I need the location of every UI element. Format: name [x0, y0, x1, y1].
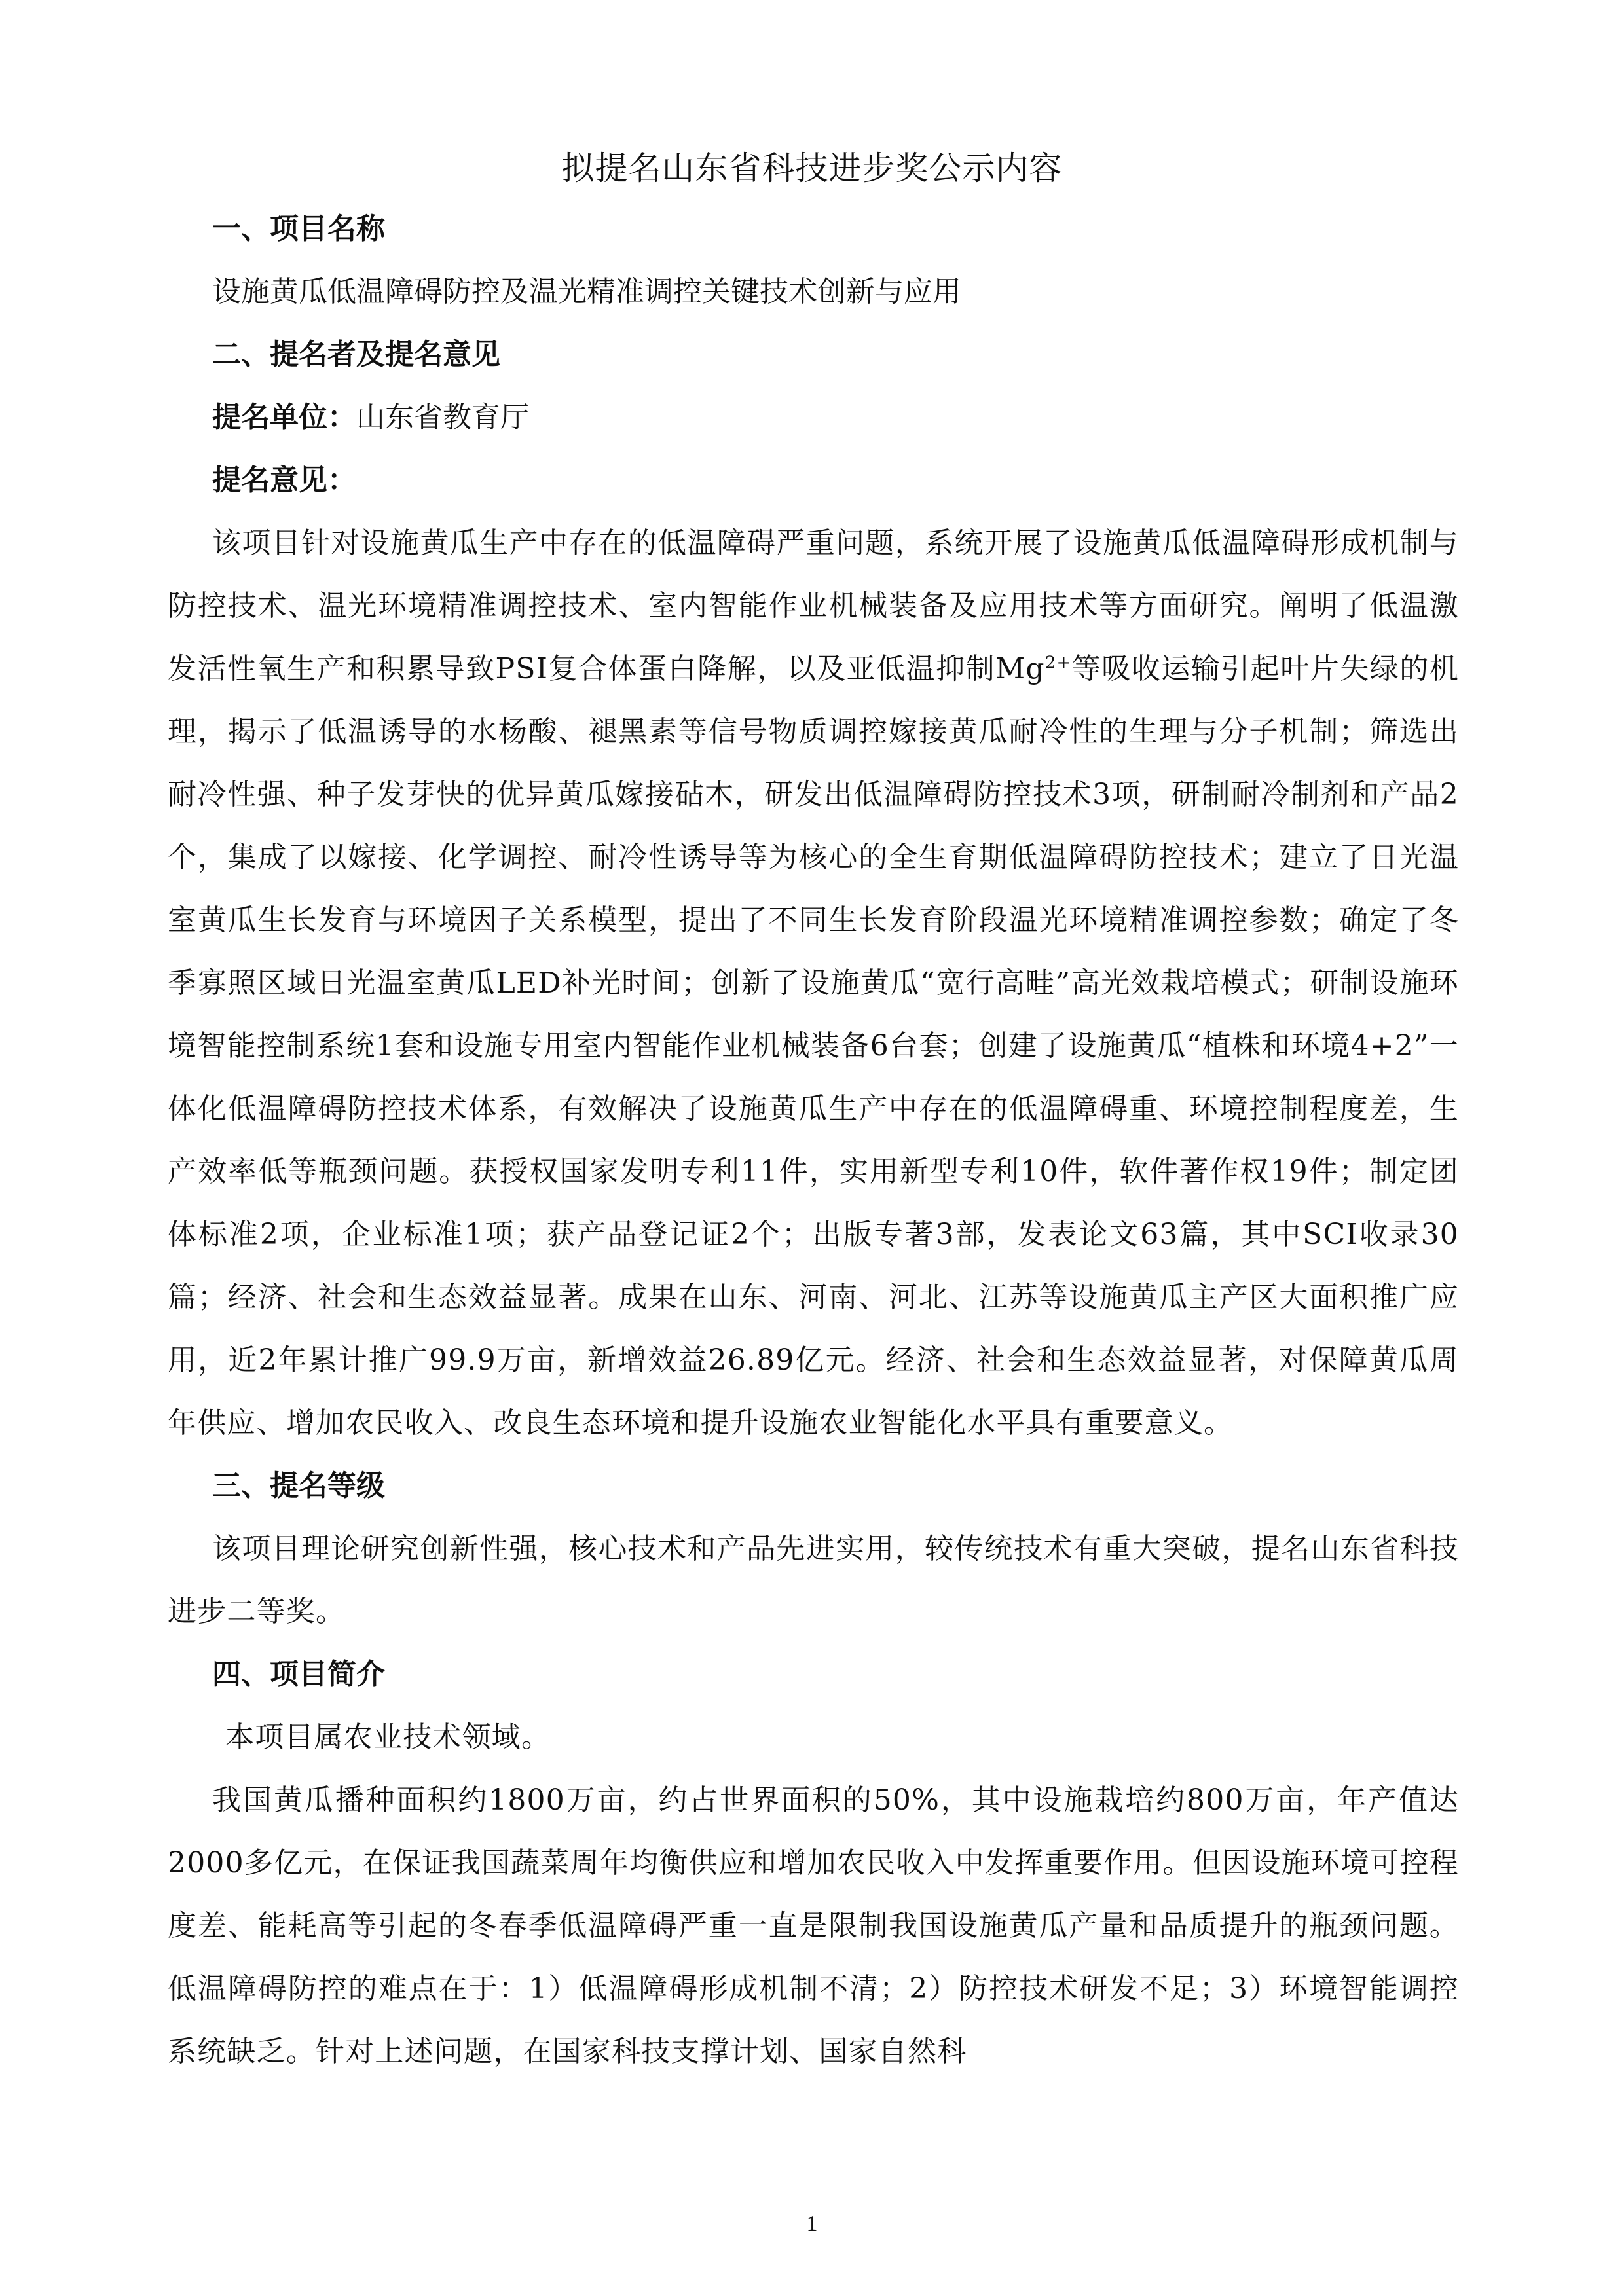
nominating-unit-label: 提名单位： — [212, 401, 356, 434]
page-number: 1 — [806, 2212, 818, 2236]
document-body — [168, 198, 1459, 2083]
section-heading-project-name: 一、项目名称 — [212, 212, 385, 246]
nominating-unit-line — [168, 386, 1459, 449]
nomination-opinion-text — [168, 512, 1459, 1455]
nomination-opinion-label: 提名意见： — [212, 464, 356, 497]
project-field-text: 本项目属农业技术领域。 — [225, 1721, 551, 1754]
section-heading-nominator: 二、提名者及提名意见 — [212, 338, 500, 371]
nominating-unit-value: 山东省教育厅 — [356, 401, 529, 434]
document-title: 拟提名山东省科技进步奖公示内容 — [561, 149, 1063, 187]
section-heading-project-summary: 四、项目简介 — [212, 1658, 385, 1691]
nomination-level-text: 该项目理论研究创新性强，核心技术和产品先进实用，较传统技术有重大突破，提名山东省科技进步二等奖。 — [168, 1532, 1459, 1628]
superscript-charge: 2+ — [1044, 653, 1072, 673]
nomination-opinion-part1: 该项目针对设施黄瓜生产中存在的低温障碍严重问题，系统开展了设施黄瓜低温障碍形成机制与防控技术、温光环境精准调控技术、室内智能作业机械装备及应用技术等方面研究。阐明了低温激发活性氧生产和积累导致PSI复合体蛋白降解，以及亚低温抑制Mg — [168, 526, 1459, 685]
project-summary-text: 我国黄瓜播种面积约1800万亩，约占世界面积的50%，其中设施栽培约800万亩，年产值达2000多亿元，在保证我国蔬菜周年均衡供应和增加农民收入中发挥重要作用。但因设施环境可控程度差、能耗高等引起的冬春季低温障碍严重一直是限制我国设施黄瓜产量和品质提升的瓶颈问题。低温障碍防控的难点在于：1）低温障碍形成机制不清；2）防控技术研发不足；3）环境智能调控系统缺乏。针对上述问题，在国家科技支撑计划、国家自然科 — [168, 1783, 1459, 2068]
section-heading-nomination-level: 三、提名等级 — [212, 1469, 385, 1503]
nomination-opinion-part2: 等吸收运输引起叶片失绿的机理，揭示了低温诱导的水杨酸、褪黑素等信号物质调控嫁接黄瓜耐冷性的生理与分子机制；筛选出耐冷性强、种子发芽快的优异黄瓜嫁接砧木，研发出低温障碍防控技术3项，研制耐冷制剂和产品2个，集成了以嫁接、化学调控、耐冷性诱导等为核心的全生育期低温障碍防控技术；建立了日光温室黄瓜生长发育与环境因子关系模型，提出了不同生长发育阶段温光环境精准调控参数；确定了冬季寡照区域日光温室黄瓜LED补光时间；创新了设施黄瓜“宽行高畦”高光效栽培模式；研制设施环境智能控制系统1套和设施专用室内智能作业机械装备6台套；创建了设施黄瓜“植株和环境4+2”一体化低温障碍防控技术体系，有效解决了设施黄瓜生产中存在的低温障碍重、环境控制程度差，生产效率低等瓶颈问题。获授权国家发明专利11件，实用新型专利10件，软件著作权19件；制定团体标准2项，企业标准1项；获产品登记证2个；出版专著3部，发表论文63篇，其中SCI收录30篇；经济、社会和生态效益显著。成果在山东、河南、河北、江苏等设施黄瓜主产区大面积推广应用，近2年累计推广99.9万亩，新增效益26.89亿元。经济、社会和生态效益显著，对保障黄瓜周年供应、增加农民收入、改良生态环境和提升设施农业智能化水平具有重要意义。 — [168, 652, 1460, 1440]
project-name-text: 设施黄瓜低温障碍防控及温光精准调控关键技术创新与应用 — [212, 275, 961, 308]
